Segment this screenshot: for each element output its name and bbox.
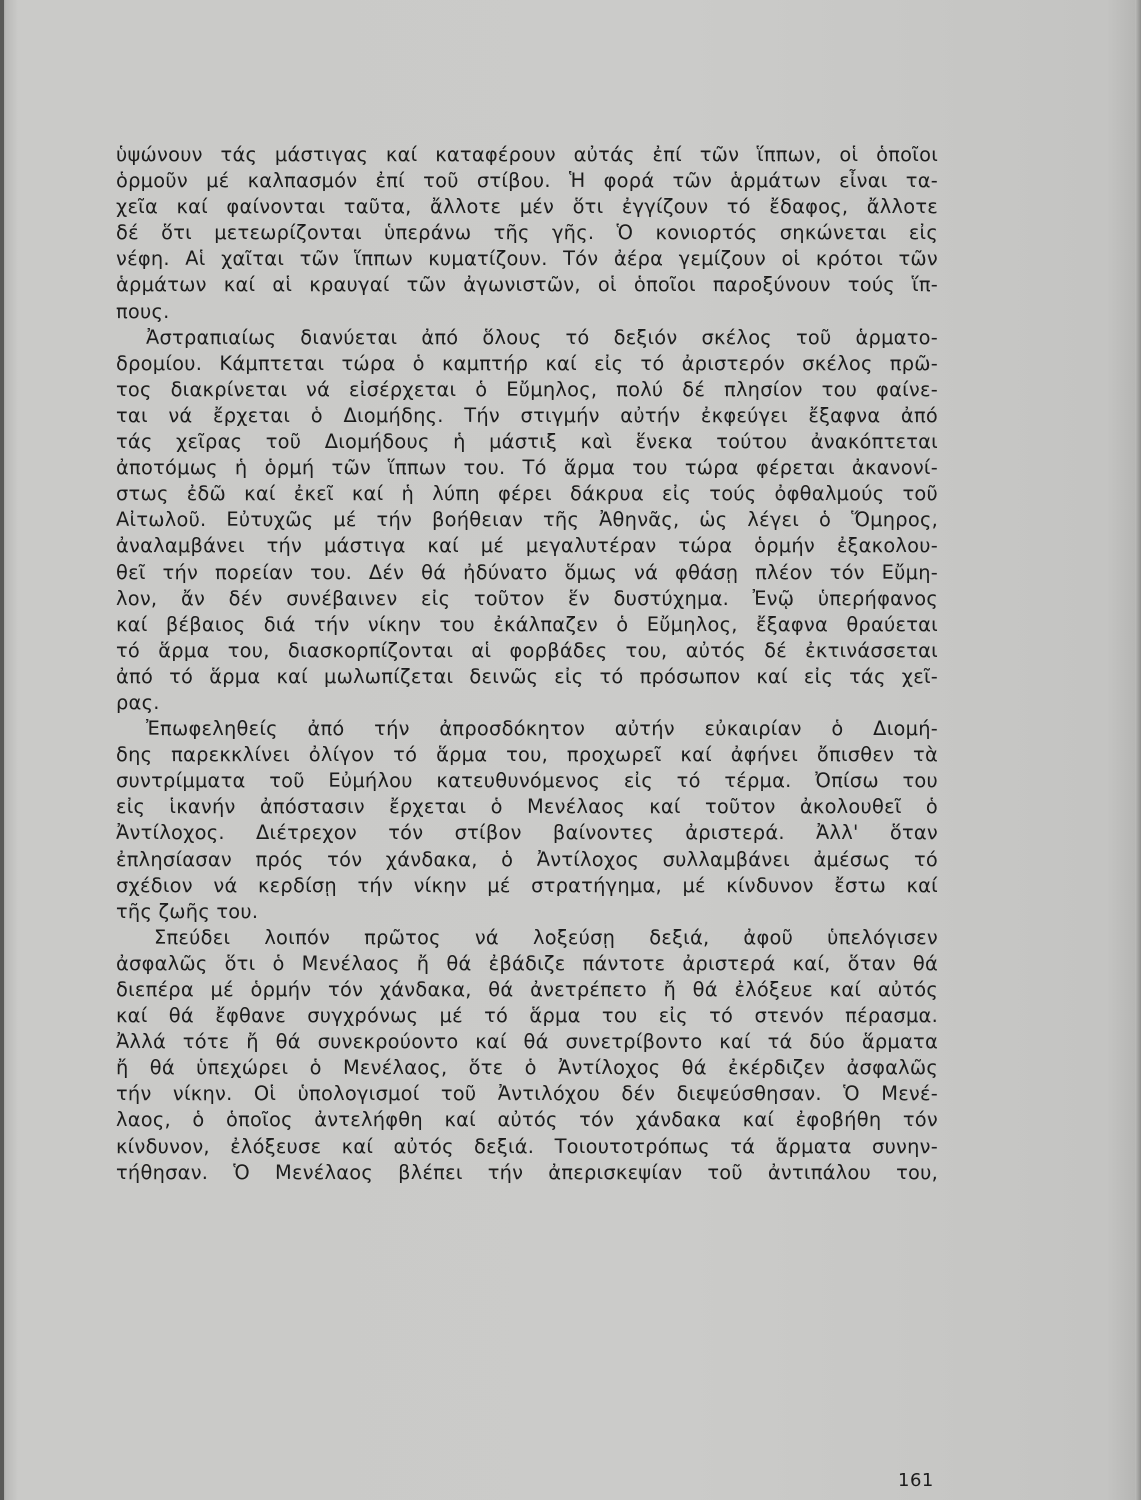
text-line: σχέδιον νά κερδίσῃ τήν νίκην μέ στρατήγημα, μέ κίνδυνον ἔστω καί [116,873,938,897]
text-line: Ἀστραπιαίως διανύεται ἀπό ὅλους τό δεξιόν σκέλος τοῦ ἁρματο- [146,325,938,349]
text-line: διεπέρα μέ ὁρμήν τόν χάνδακα, θά ἀνετρέπετο ἤ θά ἐλόξευε καί αὐτός [116,978,938,1001]
text-line: τήθησαν. Ὁ Μενέλαος βλέπει τήν ἀπερισκεψίαν τοῦ ἀντιπάλου του, [116,1160,938,1184]
text-line: καί θά ἔφθανε συγχρόνως μέ τό ἅρμα του εἰς τό στενόν πέρασμα. [116,1004,938,1028]
text-line: τήν νίκην. Οἱ ὑπολογισμοί τοῦ Ἀντιλόχου δέν διεψεύσθησαν. Ὁ Μενέ- [116,1082,938,1106]
text-line: ἁρμάτων καί αἱ κραυγαί τῶν ἀγωνιστῶν, οἱ ὁποῖοι παροξύνουν τούς ἵπ- [116,273,938,297]
text-line: τος διακρίνεται νά εἰσέρχεται ὁ Εὔμηλος, πολύ δέ πλησίον του φαίνε- [116,377,938,401]
text-line: ἤ θά ὑπεχώρει ὁ Μενέλαος, ὅτε ὁ Ἀντίλοχος θά ἐκέρδιζεν ἀσφαλῶς [116,1056,938,1080]
text-line: λαος, ὁ ὁποῖος ἀντελήφθη καί αὐτός τόν χάνδακα καί ἐφοβήθη τόν [116,1108,938,1132]
text-line: Ἐπωφεληθείς ἀπό τήν ἀπροσδόκητον αὐτήν εὐκαιρίαν ὁ Διομή- [146,717,938,741]
text-line: δρομίου. Κάμπτεται τώρα ὁ καμπτήρ καί εἰς τό ἀριστερόν σκέλος πρῶ- [116,351,938,375]
text-line: ται νά ἔρχεται ὁ Διομήδης. Τήν στιγμήν αὐτήν ἐκφεύγει ἔξαφνα ἀπό [116,403,938,427]
text-line: δέ ὅτι μετεωρίζονται ὑπεράνω τῆς γῆς. Ὁ κονιορτός σηκώνεται εἰς [116,221,938,245]
text-line: Αἰτωλοῦ. Εὐτυχῶς μέ τήν βοήθειαν τῆς Ἀθηνᾶς, ὡς λέγει ὁ Ὅμηρος, [116,508,938,532]
text-line: τό ἅρμα του, διασκορπίζονται αἱ φορβάδες του, αὐτός δέ ἐκτινάσσεται [116,638,938,662]
text-line: ρας. [116,690,160,714]
text-line: ἀναλαμβάνει τήν μάστιγα καί μέ μεγαλυτέραν τώρα ὁρμήν ἐξακολου- [116,534,938,558]
text-line: Σπεύδει λοιπόν πρῶτος νά λοξεύσῃ δεξιά, ἀφοῦ ὑπελόγισεν [154,925,938,949]
body-text [116,142,938,1186]
text-line: πους. [116,299,170,323]
text-line: ἐπλησίασαν πρός τόν χάνδακα, ὁ Ἀντίλοχος συλλαμβάνει ἀμέσως τό [116,847,938,871]
text-line: νέφη. Αἱ χαῖται τῶν ἵππων κυματίζουν. Τόν ἀέρα γεμίζουν οἱ κρότοι τῶν [116,247,938,271]
text-line: ὁρμοῦν μέ καλπασμόν ἐπί τοῦ στίβου. Ἡ φορά τῶν ἁρμάτων εἶναι τα- [116,169,938,193]
page-number: 161 [898,1470,934,1491]
text-line: χεῖα καί φαίνονται ταῦτα, ἄλλοτε μέν ὅτι ἐγγίζουν τό ἔδαφος, ἄλλοτε [116,195,938,219]
text-line: κίνδυνον, ἐλόξευσε καί αὐτός δεξιά. Τοιουτοτρόπως τά ἅρματα συνην- [116,1134,938,1158]
page-left-edge [0,0,4,1500]
text-line: καί βέβαιος διά τήν νίκην του ἐκάλπαζεν ὁ Εὔμηλος, ἔξαφνα θραύεται [116,612,938,636]
text-line: ἀποτόμως ἡ ὁρμή τῶν ἵππων του. Τό ἅρμα του τώρα φέρεται ἀκανονί- [116,456,938,480]
text-line: ὑψώνουν τάς μάστιγας καί καταφέρουν αὐτάς ἐπί τῶν ἵππων, οἱ ὁποῖοι [116,143,938,166]
text-line: τάς χεῖρας τοῦ Διομήδους ἡ μάστιξ καὶ ἕνεκα τούτου ἀνακόπτεται [116,430,938,454]
text-line: ἀπό τό ἅρμα καί μωλωπίζεται δεινῶς εἰς τό πρόσωπον καί εἰς τάς χεῖ- [116,664,938,688]
text-line: τῆς ζωῆς του. [116,899,259,923]
page-right-edge [1135,0,1141,1500]
text-line: συντρίμματα τοῦ Εὐμήλου κατευθυνόμενος εἰς τό τέρμα. Ὀπίσω του [116,769,938,793]
text-line: Ἀντίλοχος. Διέτρεχον τόν στίβον βαίνοντες ἀριστερά. Ἀλλ' ὅταν [116,821,938,845]
text-line: εἰς ἱκανήν ἀπόστασιν ἔρχεται ὁ Μενέλαος καί τοῦτον ἀκολουθεῖ ὁ [116,795,938,819]
text-line: ἀσφαλῶς ὅτι ὁ Μενέλαος ἤ θά ἐβάδιζε πάντοτε ἀριστερά καί, ὅταν θά [116,951,938,975]
text-line: δης παρεκκλίνει ὀλίγον τό ἅρμα του, προχωρεῖ καί ἀφήνει ὄπισθεν τὰ [116,743,938,767]
text-line: Ἀλλά τότε ἤ θά συνεκρούοντο καί θά συνετρίβοντο καί τά δύο ἅρματα [116,1030,938,1054]
text-line: στως ἐδῶ καί ἐκεῖ καί ἡ λύπη φέρει δάκρυα εἰς τούς ὀφθαλμούς τοῦ [116,482,938,506]
text-line: θεῖ τήν πορείαν του. Δέν θά ἠδύνατο ὅμως νά φθάσῃ πλέον τόν Εὔμη- [116,560,938,584]
text-line: λον, ἄν δέν συνέβαινεν εἰς τοῦτον ἕν δυστύχημα. Ἐνῷ ὑπερήφανος [116,586,938,610]
